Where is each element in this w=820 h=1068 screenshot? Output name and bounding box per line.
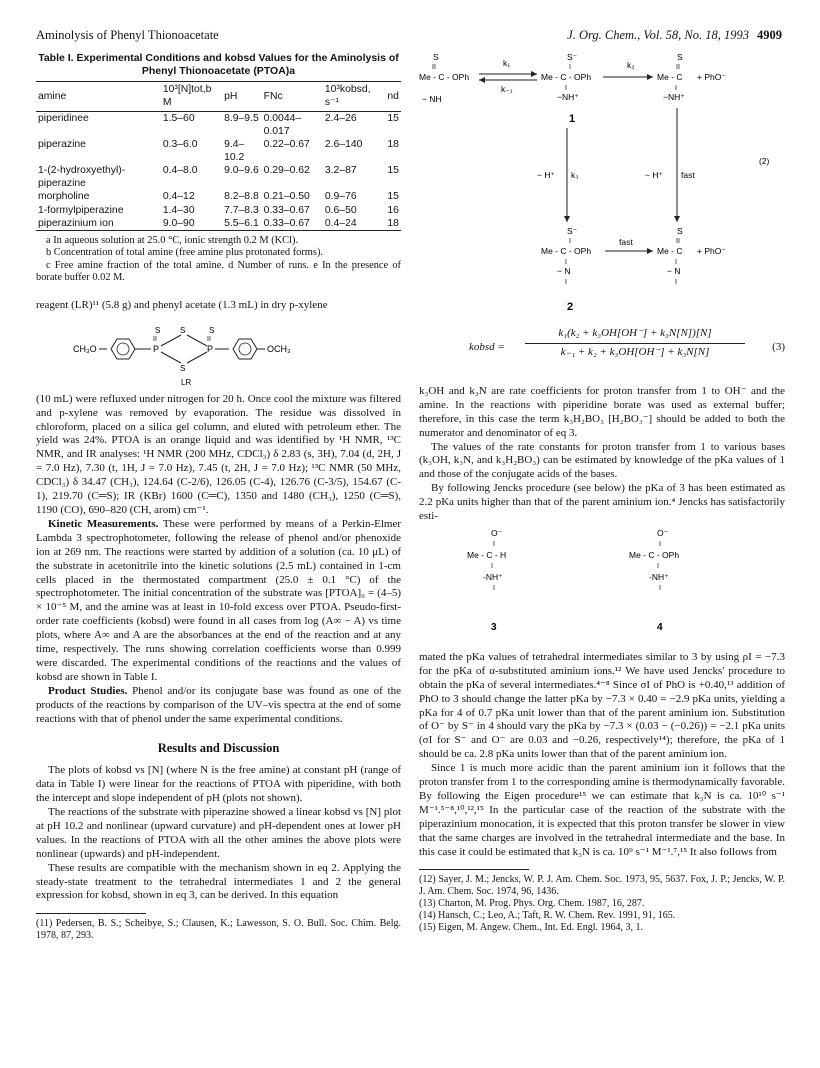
svg-text:− H⁺: − H⁺ bbox=[645, 170, 663, 180]
discussion-paragraph-4: mated the pKa values of tetrahedral intermediates similar to 3 by using ρI = −7.3 for the pKa of α-substituted aminium ions.¹² We have used Jencks' procedure to obtain the pKa of several intermediates.⁴⁻⁸ Since σI of PhO is +0.40,¹³ addition of PhO to 3 should change the latter pKa by −7.3 × 0.40 = −2.9 pKa units, yielding a pKa for 4 of 0.7 pKa unit lower than that of the parent aminium ion. Substitution of O⁻ by S⁻ in 4 should vary the pKa by −7.3 × (0.03 − (−0.26)) = −2.1 pKa units (σI for S⁻ and O⁻ are 0.03 and −0.26, respectively¹⁴); therefore, the pKa of 1 should be ca. 2.8 pKa units lower than that of the parent aminium ion. bbox=[419, 650, 785, 761]
svg-text:S: S bbox=[677, 226, 683, 236]
footnote: (15) Eigen, M. Angew. Chem., Int. Ed. Engl. 1964, 3, 1. bbox=[419, 922, 644, 934]
table-footnote-b: b Concentration of total amine (free amine plus protonated forms). bbox=[46, 247, 323, 259]
svg-text:k₂: k₂ bbox=[627, 60, 635, 70]
table-1 bbox=[36, 81, 401, 231]
footnote: (12) Sayer, J. M.; Jencks, W. P. J. Am. Chem. Soc. 1973, 95, 5637. Fox, J. P.; Jencks, W. P. J. Am. Chem. Soc. 1974, 96, 1436. bbox=[419, 874, 785, 898]
structure-4-label: 4 bbox=[657, 621, 663, 633]
method-paragraph-2: (10 mL) were refluxed under nitrogen for 20 h. Once cool the mixture was filtered and p-xylene was removed by evaporation. The residue was dissolved in chloroform, placed on a silica gel column, and eluted with petroleum ether. The yield was 24%. PTOA is an orange liquid and was identified by ¹H NMR, ¹³C NMR, and IR analyses: ¹H NMR (200 MHz, CDCl₃) δ 2.83 (s, 3H), 7.04 (d, 2H, J = 7.0 Hz), 7.30 (t, 1H, J = 7.0 Hz), 7.45 (t, 2H, J = 7.0 Hz); ¹³C NMR (50 MHz, CDCl₃) δ 34.47 (CH₃), 124.64 (C-2/6), 126.05 (C-4), 126.76 (C-3/5), 154.67 (C-1), 219.70 (C═S); IR (KBr) 1600 (C═C), 1350 and 1480 (CH₃), 1250 (C═S), 1190 (CO), 690–820 (CH, arom) cm⁻¹. bbox=[36, 392, 401, 516]
table-cell: 1-formylpiperazine bbox=[38, 204, 124, 216]
eq3-lhs: kobsd = bbox=[469, 340, 505, 353]
svg-text:Me - C - OPh: Me - C - OPh bbox=[541, 246, 592, 256]
table-cell: 9.0–90 bbox=[162, 217, 195, 229]
results-paragraph-1: The plots of kobsd vs [N] (where N is the free amine) at constant pH (range of data in Table I) were linear for the reactions of PTOA with piperidine, with both the intercept and slope independent of pH (plots not shown). bbox=[36, 764, 401, 805]
table-header-cell: nd bbox=[387, 90, 399, 102]
method-paragraph-1: reagent (LR)¹¹ (5.8 g) and phenyl acetate (1.3 mL) in dry p-xylene bbox=[36, 298, 328, 311]
table-cell: 16 bbox=[387, 204, 399, 216]
footnote-rule-right bbox=[419, 869, 529, 870]
table-cell: 1.5–60 bbox=[162, 112, 195, 124]
journal-name: J. Org. Chem., Vol. 58, No. 18, 1993 bbox=[567, 28, 749, 42]
svg-text:Me - C - H: Me - C - H bbox=[467, 549, 507, 560]
svg-text:I: I bbox=[675, 259, 677, 266]
svg-text:Me - C: Me - C bbox=[657, 246, 683, 256]
svg-text:I: I bbox=[565, 259, 567, 266]
methoxy-right-label: OCH₃ bbox=[266, 343, 291, 354]
table-cell: 0.4–8.0 bbox=[162, 165, 198, 177]
svg-text:II: II bbox=[432, 64, 436, 71]
journal-citation bbox=[567, 28, 782, 43]
table-cell: 18 bbox=[387, 138, 399, 150]
svg-text:k₋₁: k₋₁ bbox=[501, 84, 513, 94]
svg-text:S: S bbox=[179, 325, 185, 335]
benzene-ring-right bbox=[233, 339, 257, 359]
table-footnote-a: a In aqueous solution at 25.0 °C, ionic strength 0.2 M (KCl). bbox=[46, 234, 299, 246]
discussion-paragraph-1: k₃OH and k₃N are rate coefficients for proton transfer from 1 to OH⁻ and the amine. In the reactions with piperidine borate was used as external buffer; therefore, in this case the term k₃H₂BO₃ [H₂BO₃⁻] should be added to both the numerator and denominator of eq 3. bbox=[419, 384, 785, 439]
table-cell: 9.0–9.6 bbox=[224, 165, 259, 177]
discussion-paragraph-5: Since 1 is much more acidic than the parent aminium ion it follows that the proton transfer from 1 to the corresponding amine is thermodynamically favorable. By following the Eigen procedure¹⁵ we can estimate that k₃N is ca. 10¹⁰ s⁻¹ M⁻¹.⁵⁻⁸,¹⁰,¹²,¹⁵ In the particular case of the reaction of the substrate with the piperazinium monocation, it is expected that this proton transfer be slower in view that the same charges are involved in the tetrahedral intermediate and the base. In this case it could be estimated that k₃N is ca. 10⁹ s⁻¹ M⁻¹.⁷,¹⁵ It also follows from bbox=[419, 762, 785, 858]
table-cell: 18 bbox=[387, 217, 399, 229]
table-cell: 0.0044–0.017 bbox=[263, 112, 302, 137]
table-cell: 3.2–87 bbox=[324, 165, 357, 177]
table-cell: 15 bbox=[387, 191, 399, 203]
footnote-rule bbox=[36, 913, 146, 914]
svg-text:− N: − N bbox=[667, 266, 681, 276]
table-cell: 1.4–30 bbox=[162, 204, 195, 216]
svg-text:S: S bbox=[208, 325, 214, 335]
table-header-cell: FNc bbox=[263, 90, 283, 102]
svg-text:k₁: k₁ bbox=[503, 58, 511, 68]
kinetic-text: These were performed by means of a Perkin-Elmer Lambda 3 spectrophotometer, following the release of phenol and/or phenoxide ion at 269 nm. The reactions were started by addition of a solution (ca. 10 μL) of the substrate in acetonitrile into the kinetic solutions (2.5 mL) contained in 1-cm cells placed in the thermostated compartment (25.0 ± 0.1 °C) of the spectrophotometer. The initial concentration of the substrate was [PTOA]₀ = (4–5) × 10⁻⁵ M, and the amine was at least in 10-fold excess over PTOA. Pseudo-first-order rate coefficients (kobsd) were found in all cases from log (A∞ − A) vs time plots, where A∞ and A are the absorbances at the end of the reaction and at any time, respectively. The runs showing correlation coefficients worse than 0.999 were discarded. The experimental conditions of the reactions and the values of kobsd are shown in Table I. bbox=[36, 517, 401, 683]
equation-3 bbox=[419, 323, 785, 377]
table-cell: 8.9–9.5 bbox=[224, 112, 259, 124]
methoxy-left-label: CH₃O bbox=[72, 343, 97, 354]
table-cell: 0.3–6.0 bbox=[162, 138, 198, 150]
svg-text:I: I bbox=[659, 584, 661, 592]
svg-text:− H⁺: − H⁺ bbox=[537, 170, 555, 180]
table-cell: 0.6–50 bbox=[324, 204, 357, 216]
svg-text:Me - C - OPh: Me - C - OPh bbox=[541, 72, 592, 82]
table-cell: piperidinee bbox=[38, 112, 89, 124]
table-cell: 15 bbox=[387, 165, 399, 177]
table-cell: morpholine bbox=[38, 191, 90, 203]
table-header-row bbox=[36, 82, 401, 111]
svg-text:S: S bbox=[179, 363, 185, 373]
table-caption: Table I. Experimental Conditions and kobsd Values for the Aminolysis of Phenyl Thionoacetate (PTOA)a bbox=[38, 52, 399, 77]
svg-text:k₃: k₃ bbox=[571, 170, 579, 180]
eq3-denominator: k₋₁ + k₂ + k₃OH[OH⁻] + k₃N[N] bbox=[560, 345, 710, 358]
footnote: (13) Charton, M. Prog. Phys. Org. Chem. 1987, 16, 287. bbox=[419, 898, 645, 910]
svg-text:fast: fast bbox=[619, 237, 633, 247]
svg-text:I: I bbox=[675, 279, 677, 286]
table-header-cell: pH bbox=[224, 90, 238, 102]
svg-text:S⁻: S⁻ bbox=[567, 226, 578, 236]
structures-3-and-4 bbox=[419, 524, 785, 646]
svg-text:I: I bbox=[569, 64, 571, 71]
table-row bbox=[36, 164, 401, 190]
right-column bbox=[419, 52, 785, 934]
table-cell: 9.4–10.2 bbox=[224, 138, 245, 163]
footnote: (14) Hansch, C.; Leo, A.; Taft, R. W. Chem. Rev. 1991, 91, 165. bbox=[419, 910, 676, 922]
table-cell: 0.21–0.50 bbox=[263, 191, 310, 203]
table-row bbox=[36, 190, 401, 203]
intermediate-1-label: 1 bbox=[569, 113, 576, 125]
product-studies-paragraph bbox=[36, 685, 401, 727]
svg-text:O⁻: O⁻ bbox=[491, 527, 503, 538]
footnotes-right bbox=[419, 874, 785, 934]
discussion-paragraph-2: The values of the rate constants for proton transfer from 1 to various bases (k₃OH, k₃N, and k₃H₂BO₃) can be estimated by knowledge of the pKa values of 1 and those of the conjugate acids of the bases. bbox=[419, 440, 785, 481]
benzene-ring-left bbox=[111, 339, 135, 359]
svg-text:I: I bbox=[493, 540, 495, 548]
lr-label: LR bbox=[180, 377, 191, 387]
svg-text:+ PhO⁻: + PhO⁻ bbox=[697, 72, 726, 82]
svg-text:I: I bbox=[569, 238, 571, 245]
table-header-cell: 10³[N]tot,b M bbox=[162, 84, 212, 109]
svg-text:− N: − N bbox=[557, 266, 571, 276]
svg-text:S: S bbox=[433, 52, 439, 62]
table-footnotes bbox=[36, 235, 401, 285]
svg-text:P: P bbox=[206, 343, 213, 354]
running-head: Aminolysis of Phenyl Thionoacetate bbox=[36, 28, 219, 42]
table-cell: 0.4–12 bbox=[162, 191, 195, 203]
svg-text:II: II bbox=[152, 335, 157, 343]
lawesson-reagent-structure bbox=[69, 319, 369, 387]
table-cell: 0.4–24 bbox=[324, 217, 357, 229]
table-cell: 7.7–8.3 bbox=[224, 204, 259, 216]
product-text: Phenol and/or its conjugate base was found as one of the products of the reactions by comparison of the UV–vis spectra at the end of some reactions with that of phenol under the same experimental conditions. bbox=[36, 684, 401, 725]
page-number: 4909 bbox=[757, 28, 782, 42]
svg-text:II: II bbox=[676, 238, 680, 245]
svg-text:+ PhO⁻: + PhO⁻ bbox=[697, 246, 726, 256]
table-cell: 15 bbox=[387, 112, 399, 124]
reaction-scheme-eq2 bbox=[419, 52, 785, 314]
eq3-numerator: k₁(k₂ + k₃OH[OH⁻] + k₃N[N])[N] bbox=[558, 326, 712, 339]
kinetic-measurements-paragraph bbox=[36, 518, 401, 685]
svg-text:−NH⁺: −NH⁺ bbox=[557, 92, 579, 102]
table-cell: 0.33–0.67 bbox=[263, 204, 310, 216]
kinetic-heading: Kinetic Measurements. bbox=[48, 517, 159, 530]
table-footnote-c: c Free amine fraction of the total amine. d Number of runs. e In the presence of borate buffer 0.02 M. bbox=[36, 259, 401, 284]
table-body bbox=[36, 111, 401, 230]
table-cell: 0.22–0.67 bbox=[263, 138, 310, 150]
table-cell: 1-(2-hydroxyethyl)-piperazine bbox=[38, 165, 126, 190]
intermediate-2-label: 2 bbox=[567, 301, 574, 313]
svg-text:S⁻: S⁻ bbox=[567, 52, 578, 62]
svg-text:Me - C: Me - C bbox=[657, 72, 683, 82]
svg-text:P: P bbox=[152, 343, 159, 354]
svg-text:−NH⁺: −NH⁺ bbox=[663, 92, 685, 102]
svg-text:II: II bbox=[206, 335, 211, 343]
svg-text:I: I bbox=[493, 584, 495, 592]
svg-text:I: I bbox=[565, 85, 567, 92]
discussion-paragraph-3: By following Jencks procedure (see below) the pKa of 3 has been estimated as 2.2 pKa units higher than that of the parent aminium ion.⁴ Jencks has satisfactorily esti- bbox=[419, 482, 785, 523]
svg-text:II: II bbox=[676, 64, 680, 71]
table-cell: 0.29–0.62 bbox=[263, 165, 310, 177]
equation-3-number: (3) bbox=[772, 340, 785, 353]
table-cell: piperazinium ion bbox=[38, 217, 114, 229]
table-cell: piperazine bbox=[38, 138, 86, 150]
table-cell: 2.4–26 bbox=[324, 112, 357, 124]
table-header-cell: 10³kobsd, s⁻¹ bbox=[324, 84, 371, 109]
svg-text:fast: fast bbox=[681, 170, 695, 180]
svg-text:I: I bbox=[491, 562, 493, 570]
table-cell: 8.2–8.8 bbox=[224, 191, 259, 203]
svg-text:I: I bbox=[565, 279, 567, 286]
table-cell: 2.6–140 bbox=[324, 138, 363, 150]
table-header-cell: amine bbox=[38, 90, 67, 102]
section-heading-results: Results and Discussion bbox=[157, 740, 280, 755]
svg-text:I: I bbox=[675, 85, 677, 92]
svg-text:S: S bbox=[154, 325, 160, 335]
svg-text:I: I bbox=[659, 540, 661, 548]
svg-text:I: I bbox=[657, 562, 659, 570]
svg-text:S: S bbox=[677, 52, 683, 62]
footnote-11: (11) Pedersen, B. S.; Scheibye, S.; Clausen, K.; Lawesson, S. O. Bull. Soc. Chim. Belg. 1978, 87, 293. bbox=[36, 918, 401, 942]
table-cell: 5.5–6.1 bbox=[224, 217, 259, 229]
structure-3-label: 3 bbox=[491, 621, 497, 633]
svg-text:Me - C - OPh: Me - C - OPh bbox=[629, 549, 680, 560]
svg-text:O⁻: O⁻ bbox=[657, 527, 669, 538]
results-paragraph-3: These results are compatible with the mechanism shown in eq 2. Applying the steady-state treatment to the tetrahedral intermediates 1 and 2 the general expression for kobsd, shown in eq 3, can be derived. In this equation bbox=[36, 861, 401, 902]
svg-text:− NH: − NH bbox=[422, 94, 442, 104]
equation-2-number: (2) bbox=[759, 156, 770, 166]
eq3-fraction bbox=[525, 327, 745, 360]
svg-text:-NH⁺: -NH⁺ bbox=[483, 571, 503, 582]
svg-text:-NH⁺: -NH⁺ bbox=[649, 571, 669, 582]
table-cell: 0.33–0.67 bbox=[263, 217, 310, 229]
table-row bbox=[36, 138, 401, 164]
table-cell: 0.9–76 bbox=[324, 191, 357, 203]
table-row bbox=[36, 217, 401, 231]
results-paragraph-2: The reactions of the substrate with piperazine showed a linear kobsd vs [N] plot at pH 10.2 and nonlinear (upward curvature) and pH-dependent ones at lower pH values. In the reactions of PTOA with all the other amines the above plots were nonlinear (upwards) and pH-independent. bbox=[36, 806, 401, 860]
table-row bbox=[36, 204, 401, 217]
table-row bbox=[36, 111, 401, 138]
svg-text:Me - C - OPh: Me - C - OPh bbox=[419, 72, 470, 82]
left-column bbox=[36, 52, 401, 942]
product-heading: Product Studies. bbox=[48, 684, 128, 697]
